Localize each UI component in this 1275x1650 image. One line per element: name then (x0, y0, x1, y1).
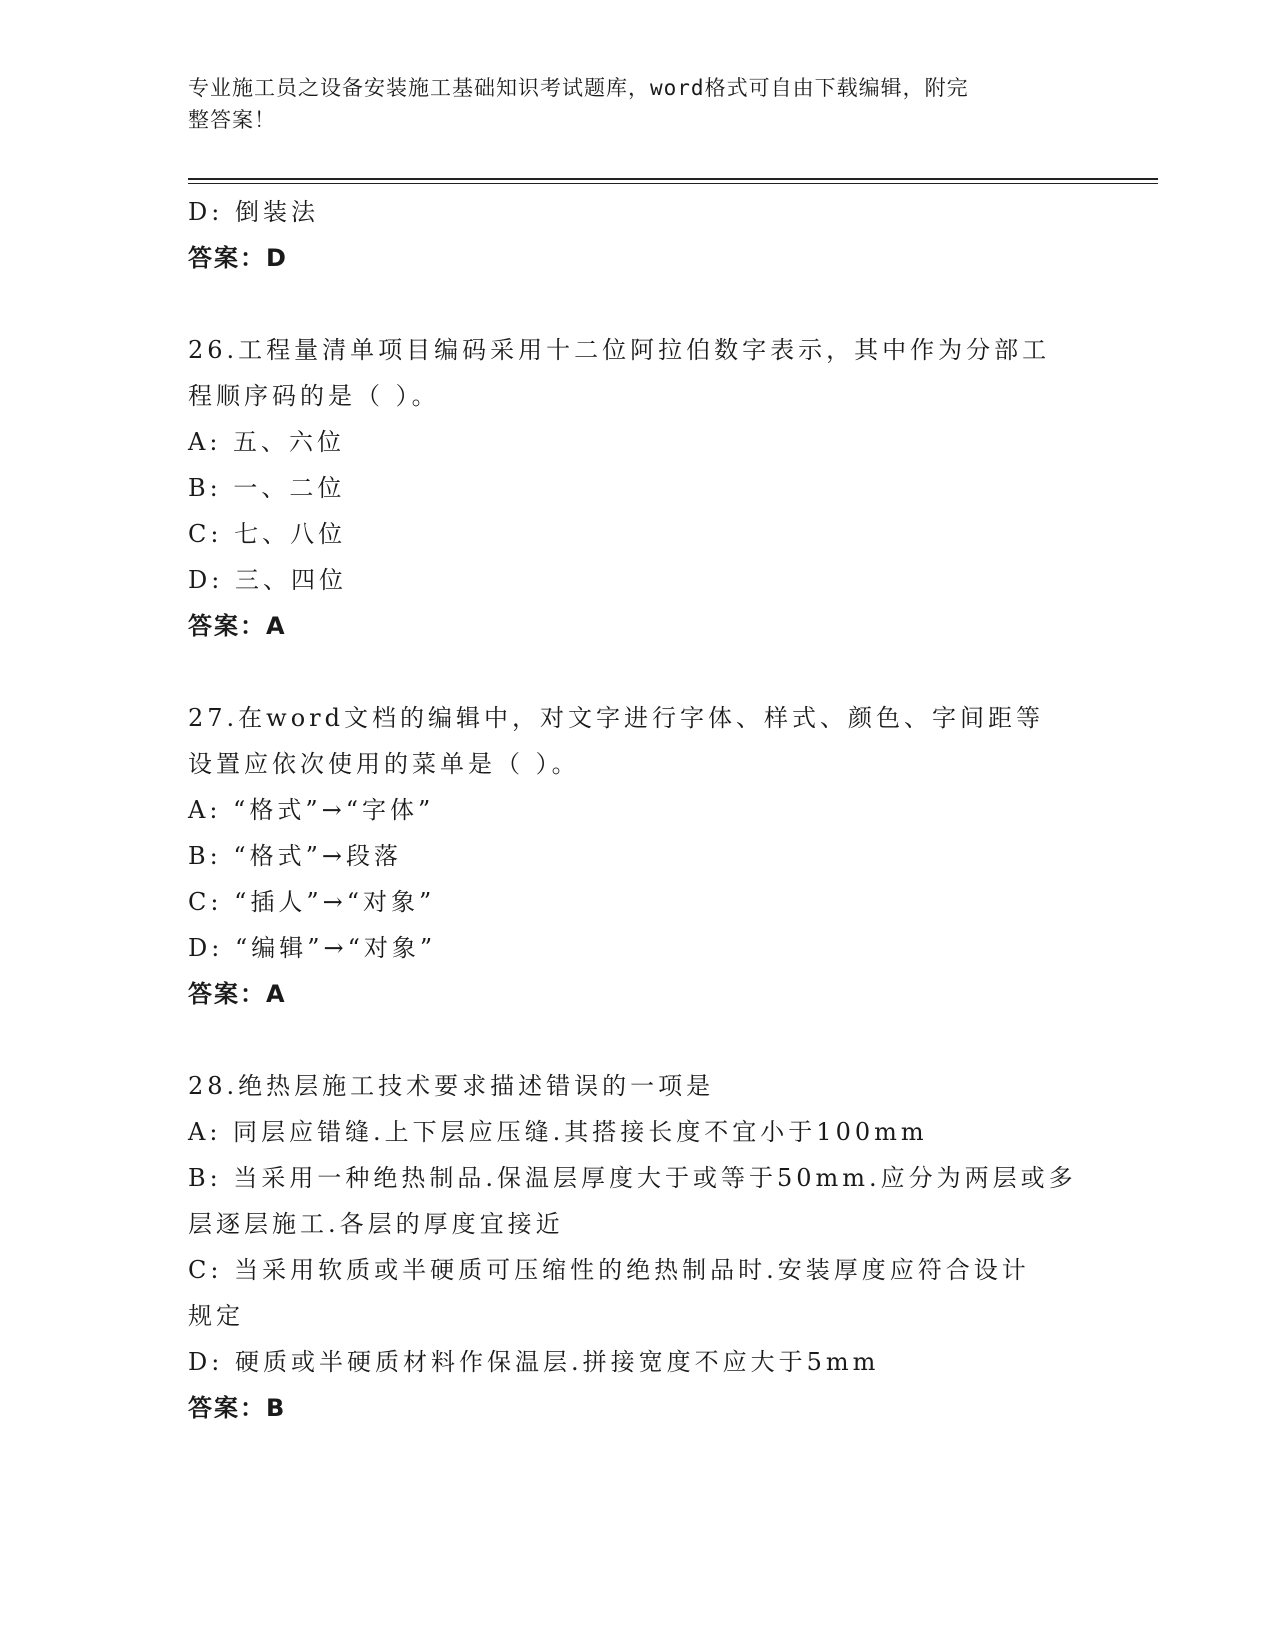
option-c: C: 七、八位 (188, 520, 347, 548)
option-a: A: 同层应错缝.上下层应压缝.其搭接长度不宜小于100mm (188, 1118, 928, 1146)
answer-line: 答案：A (188, 612, 287, 640)
header-divider-thick (188, 178, 1158, 180)
answer-line: 答案：A (188, 980, 287, 1008)
option-c-line-1: C: 当采用软质或半硬质可压缩性的绝热制品时.安装厚度应符合设计 (188, 1256, 1030, 1284)
question-26 (188, 327, 1088, 649)
document-header (188, 72, 1068, 136)
option-c: C: “插人”→“对象” (188, 888, 436, 916)
header-line-2: 整答案！ (188, 108, 276, 132)
header-divider-thin (188, 183, 1158, 184)
option-b-line-2: 层逐层施工.各层的厚度宜接近 (188, 1210, 564, 1238)
question-stem-line-1: 27.在word文档的编辑中，对文字进行字体、样式、颜色、字间距等 (188, 704, 1044, 732)
question-stem-line-2: 设置应依次使用的菜单是（ ）。 (188, 750, 580, 778)
question-stem-line-1: 28.绝热层施工技术要求描述错误的一项是 (188, 1072, 715, 1100)
question-stem-line-1: 26.工程量清单项目编码采用十二位阿拉伯数字表示，其中作为分部工 (188, 336, 1051, 364)
previous-question-tail (188, 189, 1088, 281)
option-d: D: 倒装法 (188, 198, 319, 226)
option-b: B: 一、二位 (188, 474, 346, 502)
answer-line: 答案：B (188, 1394, 287, 1422)
option-b: B: “格式”→段落 (188, 842, 402, 870)
header-line-1: 专业施工员之设备安装施工基础知识考试题库，word格式可自由下载编辑，附完 (188, 76, 969, 100)
option-d: D: 三、四位 (188, 566, 347, 594)
option-c-line-2: 规定 (188, 1302, 244, 1330)
spacer (188, 1017, 1088, 1063)
option-d: D: “编辑”→“对象” (188, 934, 437, 962)
question-stem-line-2: 程顺序码的是（ ）。 (188, 382, 440, 410)
option-a: A: 五、六位 (188, 428, 346, 456)
spacer (188, 649, 1088, 695)
question-27 (188, 695, 1088, 1017)
answer-line: 答案：D (188, 244, 288, 272)
option-b-line-1: B: 当采用一种绝热制品.保温层厚度大于或等于50mm.应分为两层或多 (188, 1164, 1077, 1192)
spacer (188, 281, 1088, 327)
question-28 (188, 1063, 1088, 1431)
option-d: D: 硬质或半硬质材料作保温层.拼接宽度不应大于5mm (188, 1348, 880, 1376)
option-a: A: “格式”→“字体” (188, 796, 435, 824)
document-body (188, 189, 1088, 1431)
